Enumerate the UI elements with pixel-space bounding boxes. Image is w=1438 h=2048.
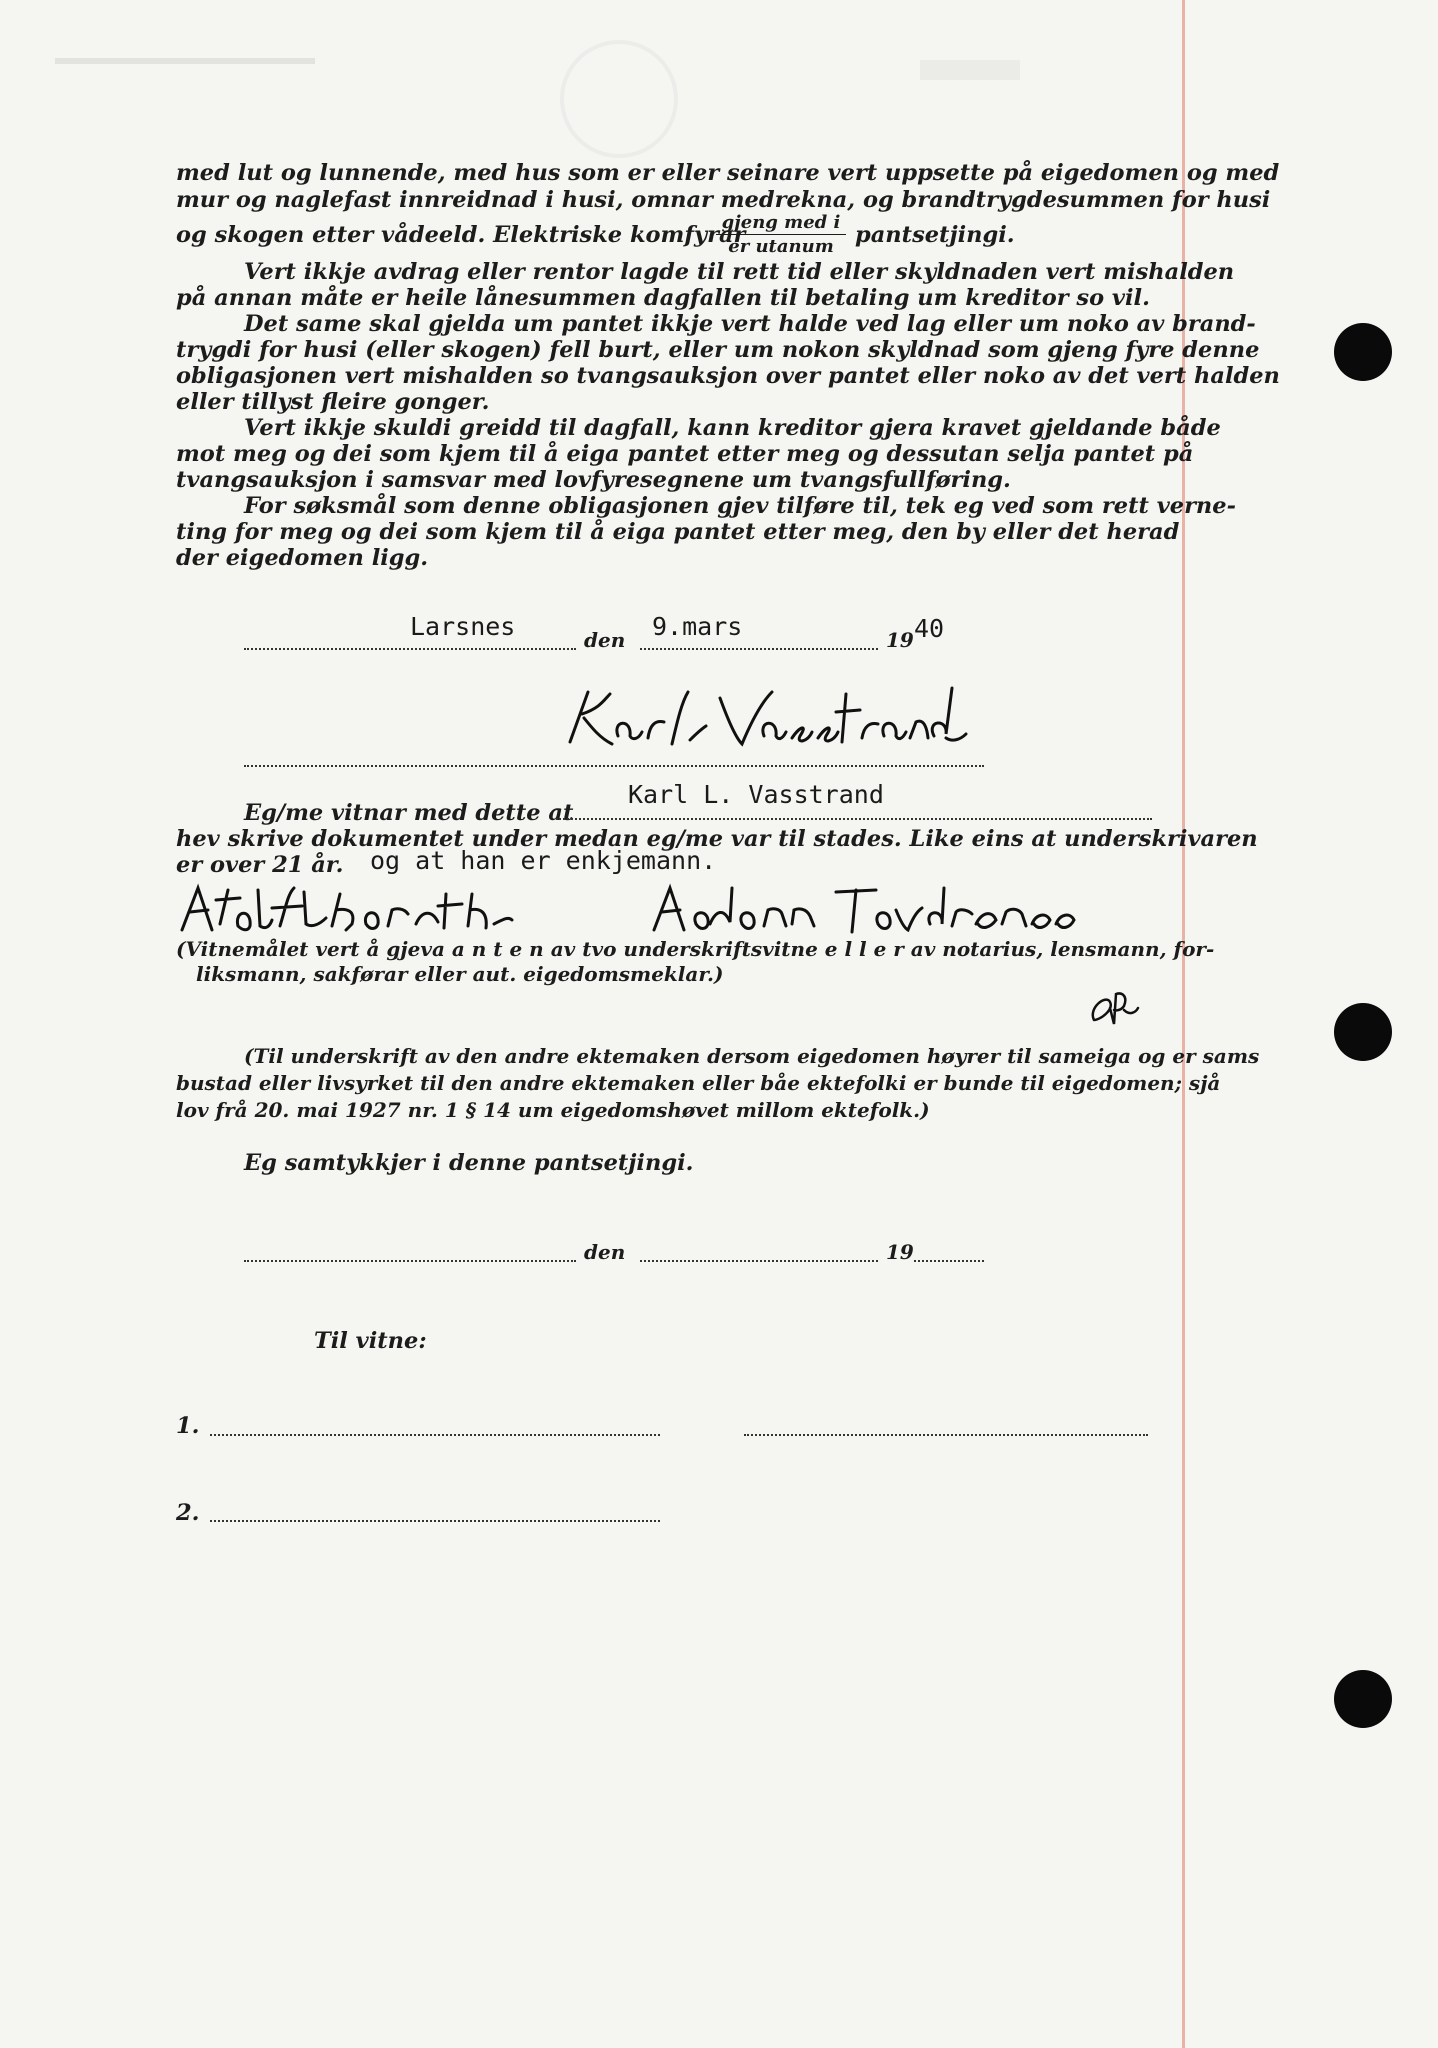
bleed-through-mark — [920, 60, 1020, 80]
den-label: den — [584, 628, 626, 652]
paragraph-line: Det same skal gjelda um pantet ikkje vert halde ved lag eller um noko av brand- — [244, 311, 1256, 337]
witness-name-dotted-line — [556, 818, 1152, 820]
witness-line: hev skrive dokumentet under medan eg/me var til stades. Like eins at underskrivaren — [176, 826, 1258, 852]
consent-text: Eg samtykkjer i denne pantsetjingi. — [244, 1150, 694, 1176]
punch-hole — [1334, 1003, 1392, 1061]
year-dotted-line — [914, 1260, 984, 1262]
year-suffix: 40 — [914, 614, 945, 643]
witness-dotted-line — [744, 1434, 1148, 1436]
til-vitne-label: Til vitne: — [314, 1328, 427, 1354]
paragraph-line: ting for meg og dei som kjem til å eiga pantet etter meg, den by eller det herad — [176, 519, 1180, 545]
spouse-note: bustad eller livsyrket til den andre ektemaken eller båe ektefolki er bunde til eigedomen; sjå — [176, 1071, 1221, 1095]
year-prefix: 19 — [886, 628, 914, 652]
paragraph-line: tvangsauksjon i samsvar med lovfyresegnene um tvangsfullføring. — [176, 467, 1011, 493]
witness-dotted-line — [210, 1434, 660, 1436]
spouse-note: lov frå 20. mai 1927 nr. 1 § 14 um eigedomshøvet millom ektefolk.) — [176, 1098, 930, 1122]
witness-note: liksmann, sakførar eller aut. eigedomsmeklar.) — [196, 962, 724, 986]
signature-dotted-line — [244, 765, 984, 767]
paragraph-line: og skogen etter vådeeld. Elektriske komfyrar — [176, 222, 746, 248]
fraction-option — [716, 212, 846, 257]
year-prefix: 19 — [886, 1240, 914, 1264]
witness-line: er over 21 år. — [176, 852, 344, 878]
witness-intro: Eg/me vitnar med dette at — [244, 800, 574, 826]
witness-number: 1. — [176, 1413, 200, 1439]
punch-hole — [1334, 323, 1392, 381]
fraction-denominator: er utanum — [728, 236, 834, 257]
witness-note: (Vitnemålet vert å gjeva a n t e n av tvo underskriftsvitne e l l e r av notarius, lensmann, for- — [176, 937, 1215, 961]
red-margin-line — [1182, 0, 1185, 2048]
punch-hole — [1334, 1670, 1392, 1728]
paragraph-line: Vert ikkje skuldi greidd til dagfall, kann kreditor gjera kravet gjeldande både — [244, 415, 1221, 441]
bleed-through-mark — [560, 40, 678, 158]
paragraph-line: på annan måte er heile lånesummen dagfallen til betaling um kreditor so vil. — [176, 285, 1150, 311]
initials-mark — [1084, 980, 1144, 1030]
paragraph-line: pantsetjingi. — [855, 222, 1015, 248]
witness-name-value: Karl L. Vasstrand — [628, 780, 884, 809]
page-smudge — [55, 58, 315, 64]
witness-number: 2. — [176, 1500, 200, 1526]
date-dotted-line — [640, 1260, 878, 1262]
witness-dotted-line — [210, 1520, 660, 1522]
date-dotted-line — [640, 648, 878, 650]
place-value: Larsnes — [410, 612, 516, 641]
paragraph-line: trygdi for husi (eller skogen) fell burt, eller um nokon skyldnad som gjeng fyre denne — [176, 337, 1260, 363]
den-label: den — [584, 1240, 626, 1264]
spouse-note: (Til underskrift av den andre ektemaken dersom eigedomen høyrer til sameiga og er sams — [244, 1044, 1260, 1068]
paragraph-line: For søksmål som denne obligasjonen gjev tilføre til, tek eg ved som rett verne- — [244, 493, 1236, 519]
paragraph-line: Vert ikkje avdrag eller rentor lagde til rett tid eller skyldnaden vert mishalden — [244, 259, 1235, 285]
date-value: 9.mars — [652, 612, 743, 641]
typed-addition: og at han er enkjemann. — [370, 846, 717, 875]
paragraph-line: eller tillyst fleire gonger. — [176, 389, 490, 415]
paragraph-line: med lut og lunnende, med hus som er eller seinare vert uppsette på eigedomen og med — [176, 160, 1280, 186]
fraction-numerator: gjeng med i — [716, 212, 846, 235]
paragraph-line: mur og naglefast innreidnad i husi, omnar medrekna, og brandtrygdesummen for husi — [176, 187, 1271, 213]
paragraph-line: obligasjonen vert mishalden so tvangsauksjon over pantet eller noko av det vert halden — [176, 363, 1280, 389]
place-dotted-line — [244, 648, 576, 650]
paragraph-line: mot meg og dei som kjem til å eiga pantet etter meg og dessutan selja pantet på — [176, 441, 1194, 467]
paragraph-line: der eigedomen ligg. — [176, 545, 429, 571]
signature-karl-vasstrand — [560, 680, 980, 760]
place-dotted-line — [244, 1260, 576, 1262]
